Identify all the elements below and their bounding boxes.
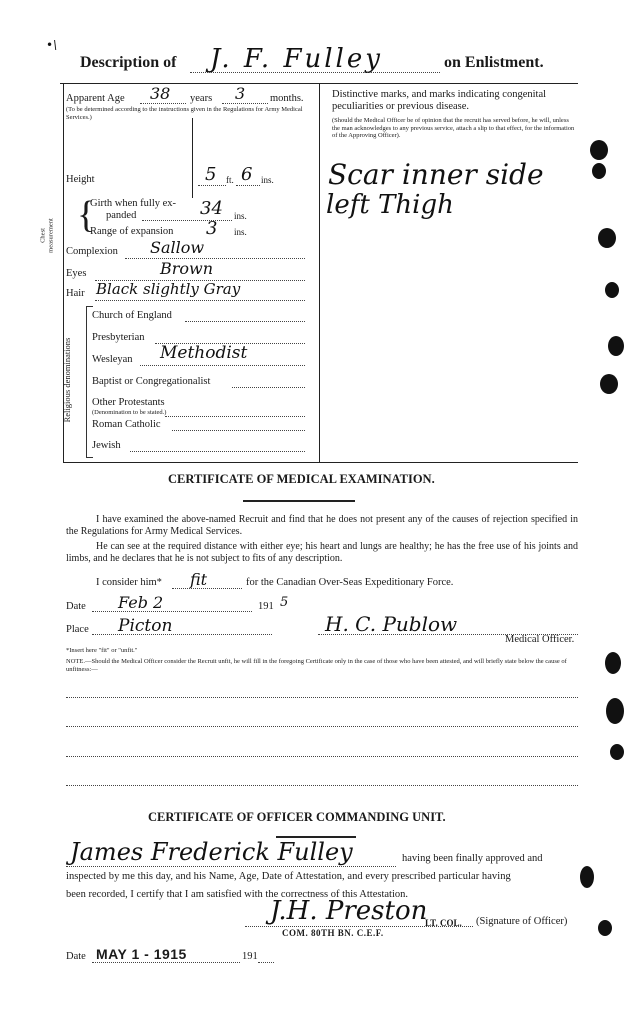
punch-hole xyxy=(590,140,608,160)
commanding-rank: LT. COL. xyxy=(425,918,462,928)
medical-date-line xyxy=(92,611,252,612)
girth-label-2: panded xyxy=(106,210,137,221)
commanding-unit-stamp: COM. 80TH BN. C.E.F. xyxy=(282,928,384,938)
medical-year-suffix: 5 xyxy=(280,595,289,610)
age-months-line xyxy=(222,103,268,104)
consider-value: fit xyxy=(190,570,208,589)
medical-place-label: Place xyxy=(66,624,89,635)
medical-heading-rule xyxy=(243,500,355,502)
height-in-value: 6 xyxy=(241,164,253,185)
range-value: 3 xyxy=(206,218,218,239)
height-ft-value: 5 xyxy=(205,164,217,185)
girth-ins-label: ins. xyxy=(234,211,247,221)
punch-hole xyxy=(592,163,606,179)
height-ins-label: ins. xyxy=(261,175,274,185)
medical-officer-label: Medical Officer. xyxy=(505,634,575,645)
marks-line-1: Scar inner side xyxy=(328,158,544,191)
height-label: Height xyxy=(66,174,95,185)
girth-line xyxy=(142,220,232,221)
form-title-left: Description of xyxy=(80,54,177,71)
punch-hole xyxy=(598,920,612,936)
age-years-value: 38 xyxy=(150,84,171,103)
religion-line-1 xyxy=(185,321,305,322)
religion-other-protestants: Other Protestants xyxy=(92,397,165,408)
hair-value: Black slightly Gray xyxy=(96,280,241,298)
consider-line xyxy=(172,588,242,589)
medical-certificate-heading: CERTIFICATE OF MEDICAL EXAMINATION. xyxy=(168,472,435,486)
chest-bracket: { xyxy=(77,194,96,236)
medical-place-line xyxy=(92,634,272,635)
religion-church-of-england: Church of England xyxy=(92,310,172,321)
unfitness-line-4 xyxy=(66,785,578,786)
complexion-line xyxy=(125,258,305,259)
hair-line xyxy=(95,300,305,301)
medical-officer-signature: H. C. Publow xyxy=(325,612,458,636)
religion-line-5 xyxy=(165,416,305,417)
range-ins-label: ins. xyxy=(234,227,247,237)
commanding-certificate-heading: CERTIFICATE OF OFFICER COMMANDING UNIT. xyxy=(148,810,446,824)
girth-label-1: Girth when fully ex- xyxy=(90,198,177,209)
months-label: months. xyxy=(270,93,304,104)
distinctive-marks-heading: Distinctive marks, and marks indicating congenital peculiarities or previous disease. xyxy=(332,89,547,112)
unfitness-line-2 xyxy=(66,726,578,727)
commanding-officer-signature: J.H. Preston xyxy=(270,896,428,926)
complexion-value: Sallow xyxy=(150,238,205,257)
religion-value: Methodist xyxy=(160,343,248,363)
unfitness-line-3 xyxy=(66,756,578,757)
form-title-right: on Enlistment. xyxy=(444,54,544,71)
age-months-value: 3 xyxy=(235,84,246,103)
religion-roman-catholic: Roman Catholic xyxy=(92,419,161,430)
recruit-signature: James Frederick Fulley xyxy=(70,838,353,866)
recruit-name-line xyxy=(66,866,396,867)
religion-jewish: Jewish xyxy=(92,440,121,451)
eyes-label: Eyes xyxy=(66,268,87,279)
marks-line-2: left Thigh xyxy=(326,190,454,220)
height-ft-line xyxy=(198,185,226,186)
medical-paragraph-1: I have examined the above-named Recruit and find that he does not present any of the causes of rejection specified in the Regulations for Army Medical Services. xyxy=(66,514,578,537)
commanding-text-3: been recorded, I certify that I am satisfied with the correctness of this Attestation. xyxy=(66,889,409,900)
girth-value: 34 xyxy=(200,198,223,219)
religion-wesleyan: Wesleyan xyxy=(92,354,133,365)
medical-date-value: Feb 2 xyxy=(118,593,164,612)
punch-hole xyxy=(605,282,619,298)
religious-denominations-label: Religious denominations xyxy=(62,337,72,423)
religion-line-6 xyxy=(172,430,305,431)
years-label: years xyxy=(190,93,213,104)
bottom-border xyxy=(63,462,578,463)
title-name-line xyxy=(190,72,440,73)
hair-label: Hair xyxy=(66,288,85,299)
consider-label: I consider him* xyxy=(96,577,162,588)
chest-measurement-label: Chest measurement xyxy=(39,218,54,253)
column-divider xyxy=(319,84,320,462)
height-in-line xyxy=(236,185,260,186)
punch-hole xyxy=(580,866,594,888)
chart-inner-line xyxy=(192,118,193,198)
recruit-name-handwritten: J. F. Fulley xyxy=(210,44,383,74)
religion-presbyterian: Presbyterian xyxy=(92,332,145,343)
punch-hole xyxy=(598,228,616,248)
medical-note: NOTE.—Should the Medical Officer consider the Recruit unfit, he will fill in the foregoing Certificate only in the case of those who have been attested, and will briefly state below the cause of unfitness:— xyxy=(66,658,567,673)
punch-hole xyxy=(600,374,618,394)
medical-date-label: Date xyxy=(66,601,86,612)
unfitness-line-1 xyxy=(66,697,578,698)
eyes-value: Brown xyxy=(160,259,214,278)
commanding-year-line xyxy=(258,962,274,963)
punch-hole xyxy=(610,744,624,760)
distinctive-marks-note: (Should the Medical Officer be of opinion that the recruit has served before, he will, unless the man acknowledges to any previous service, attach a slip to that effect, for the information of the Approving Officer). xyxy=(332,117,575,139)
punch-hole xyxy=(606,698,624,724)
age-note: (To be determined according to the instructions given in the Regulations for Army Medical Services.) xyxy=(66,106,303,121)
commanding-text-2: inspected by me this day, and his Name, Age, Date of Attestation, and every prescribed particular having xyxy=(66,871,511,882)
medical-footnote: *Insert here "fit" or "unfit." xyxy=(66,647,138,654)
commanding-text-1: having been finally approved and xyxy=(402,853,543,864)
punch-hole xyxy=(605,652,621,674)
ft-label: ft. xyxy=(226,175,234,185)
signature-of-officer-label: (Signature of Officer) xyxy=(476,916,568,927)
religion-line-4 xyxy=(232,387,305,388)
religion-line-3 xyxy=(140,365,305,366)
medical-place-value: Picton xyxy=(118,616,173,636)
commanding-year-print: 191 xyxy=(242,951,258,962)
punch-hole xyxy=(608,336,624,356)
religion-line-7 xyxy=(130,451,305,452)
apparent-age-label: Apparent Age xyxy=(66,93,125,104)
complexion-label: Complexion xyxy=(66,246,118,257)
commanding-date-label: Date xyxy=(66,951,86,962)
commanding-date-stamp: MAY 1 - 1915 xyxy=(96,946,187,962)
consider-suffix: for the Canadian Over-Seas Expeditionary Force. xyxy=(246,577,454,588)
religion-denomination-note: (Denomination to be stated.) xyxy=(92,409,167,416)
age-years-line xyxy=(140,103,186,104)
religion-baptist: Baptist or Congregationalist xyxy=(92,376,211,387)
margin-mark: •\ xyxy=(46,38,58,52)
range-label: Range of expansion xyxy=(90,226,174,237)
medical-year-prefix: 191 xyxy=(258,601,274,612)
medical-paragraph-2: He can see at the required distance with either eye; his heart and lungs are healthy; he has the free use of his joints and limbs, and he declares that he is not subject to fits of any description. xyxy=(66,541,578,564)
commanding-date-line xyxy=(92,962,240,963)
